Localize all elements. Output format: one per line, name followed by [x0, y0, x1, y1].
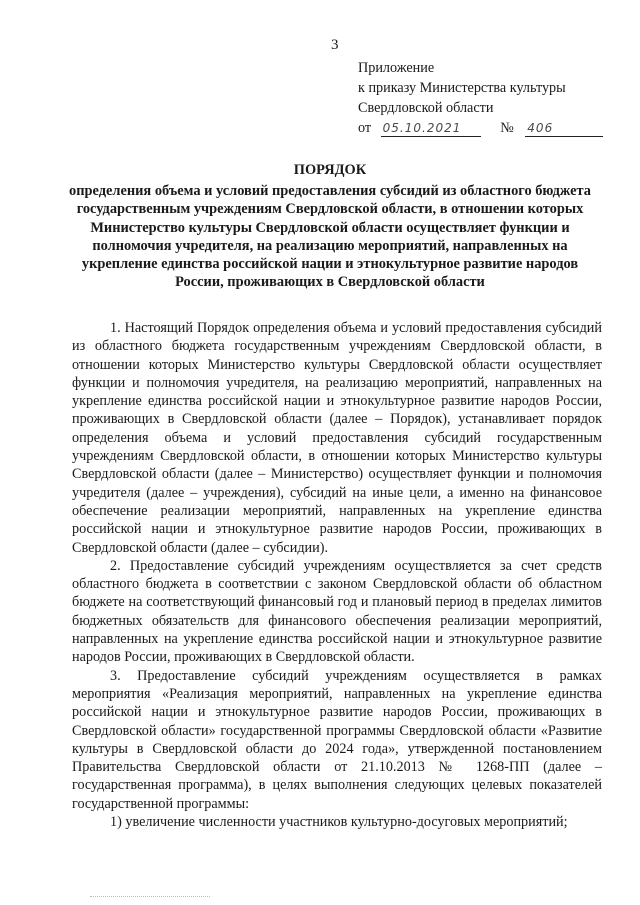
handwritten-date: 05.10.2021 — [381, 120, 481, 137]
paragraph-4: 1) увеличение численности участников культурно-досуговых мероприятий; — [110, 814, 568, 831]
paragraph-3: 3. Предоставление субсидий учреждениям осуществляется в рамках мероприятия «Реализация мероприятий, направленных на укрепление единства российской нации и этнокультурное развитие народов России, проживающих в Свердловской области» государственной программы Свердловской области «Развитие культуры в Свердловской области до 2024 года», утвержденной постановлением Правительства Свердловской области от 21.10.2013 № 1268-ПП (далее – государственная программа), в целях выполнения следующих целевых показателей государственной программы: — [72, 667, 602, 812]
appendix-line-2: к приказу Министерства культуры — [358, 80, 566, 96]
appendix-date-number-row — [358, 118, 603, 138]
page-number: 3 — [331, 37, 339, 53]
date-prefix: от — [358, 120, 372, 136]
handwritten-number: 406 — [525, 120, 603, 137]
paragraph-2: 2. Предоставление субсидий учреждениям осуществляется за счет средств областного бюджета в соответствии с законом Свердловской области об областном бюджете на соответствующий финансовый год и плановый период в пределах лимитов бюджетных обязательств для финансового обеспечения реализации мероприятий, направленных на укрепление единства российской нации и этнокультурное развитие народов России, проживающих в Свердловской области. — [72, 557, 602, 666]
appendix-line-1: Приложение — [358, 60, 435, 76]
paragraph-1: 1. Настоящий Порядок определения объема и условий предоставления субсидий из областного бюджета государственным учреждениям Свердловской области, в отношении которых Министерство культуры Свердловской области осуществляет функции и полномочия учредителя, на реализацию мероприятий, направленных на укрепление единства российской нации и этнокультурное развитие народов России, проживающих в Свердловской области (далее – Порядок), устанавливает порядок определения объема и условий предоставления субсидий государственным учреждениям Свердловской области, в отношении которых Министерство культуры Свердловской области (далее – Министерство) осуществляет функции и полномочия учредителя (далее – учреждения), субсидий на иные цели, а именно на финансовое обеспечение реализации мероприятий, направленных на укрепление единства российской нации и этнокультурное развитие народов России, проживающих в Свердловской области (далее – субсидии). — [72, 320, 602, 556]
appendix-header — [358, 58, 603, 138]
document-body — [72, 319, 602, 831]
document-title: ПОРЯДОК — [293, 162, 367, 178]
document-subtitle: определения объема и условий предоставления субсидий из областного бюджета государственным учреждениям Свердловской области, в отношении которых Министерство культуры Свердловской области осуществляет функции и полномочия учредителя, на реализацию мероприятий, направленных на укрепление единства российской нации и этнокультурное развитие народов России, проживающих в Свердловской области — [69, 183, 591, 291]
document-title-block — [60, 160, 600, 292]
number-prefix: № — [500, 120, 514, 136]
footer-divider — [90, 896, 210, 897]
appendix-line-3: Свердловской области — [358, 100, 494, 116]
